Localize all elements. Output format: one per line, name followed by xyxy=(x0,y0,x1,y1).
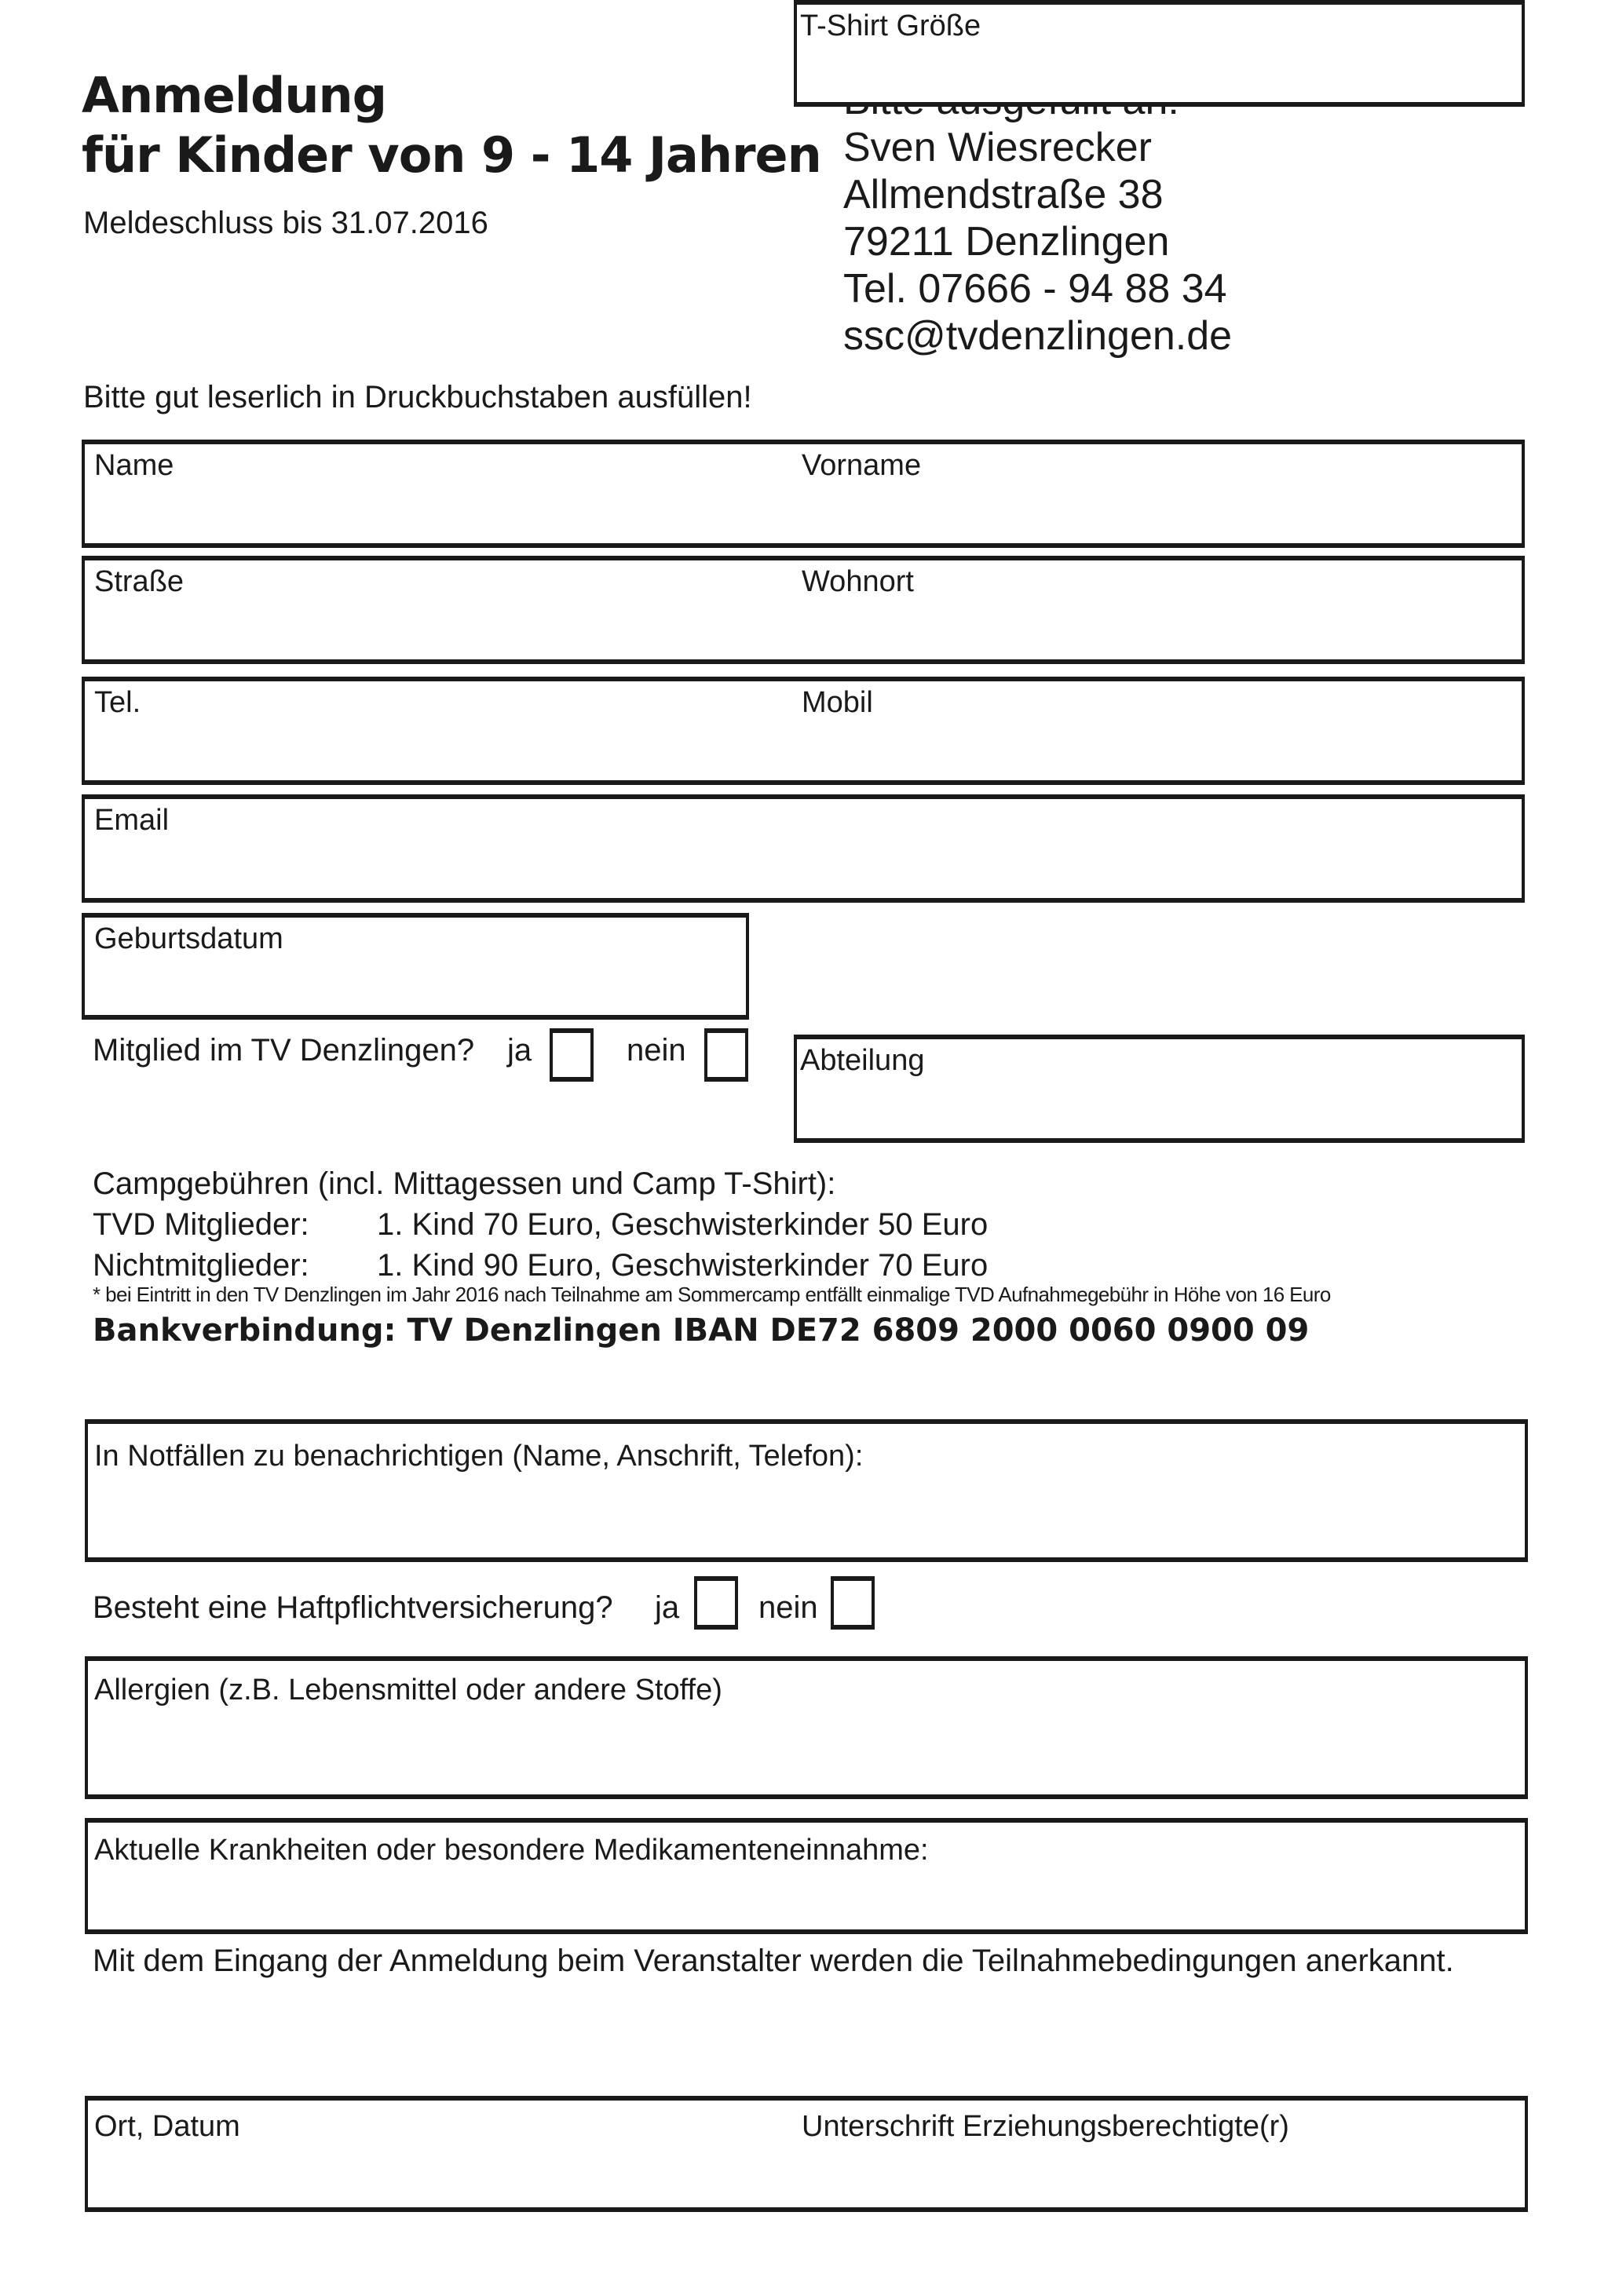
strasse-input[interactable] xyxy=(94,604,791,653)
email-row xyxy=(82,794,1525,903)
fees-members-group: TVD Mitglieder: xyxy=(93,1207,309,1242)
notfall-input[interactable] xyxy=(97,1502,1515,1551)
krankheiten-input[interactable] xyxy=(97,1874,1515,1923)
membership-yes-checkbox[interactable] xyxy=(550,1028,594,1082)
geburtsdatum-input[interactable] xyxy=(94,960,736,1009)
notfall-label: In Notfällen zu benachrichtigen (Name, Anschrift, Telefon): xyxy=(94,1440,864,1473)
membership-question: Mitglied im TV Denzlingen? xyxy=(93,1033,475,1068)
ort-datum-input[interactable] xyxy=(97,2152,795,2201)
krankheiten-label: Aktuelle Krankheiten oder besondere Medikamenteneinnahme: xyxy=(94,1834,929,1867)
title-line-2: für Kinder von 9 - 14 Jahren xyxy=(82,126,821,184)
membership-yes-label: ja xyxy=(507,1033,532,1068)
tshirt-box xyxy=(794,0,1525,107)
address-block xyxy=(843,77,1232,360)
fees-nonmembers-group: Nichtmitglieder: xyxy=(93,1248,309,1283)
notfall-box xyxy=(85,1419,1528,1562)
name-input[interactable] xyxy=(94,488,791,537)
email-label: Email xyxy=(94,804,170,837)
name-label: Name xyxy=(94,449,174,482)
insurance-no-label: nein xyxy=(758,1590,818,1625)
membership-no-checkbox[interactable] xyxy=(704,1028,748,1082)
krankheiten-box xyxy=(85,1818,1528,1934)
unterschrift-label: Unterschrift Erziehungsberechtigte(r) xyxy=(802,2110,1289,2143)
allergien-label: Allergien (z.B. Lebensmittel oder andere Stoffe) xyxy=(94,1674,722,1706)
tel-label: Tel. xyxy=(94,686,141,719)
wohnort-input[interactable] xyxy=(802,604,1512,653)
geburtsdatum-box xyxy=(82,913,749,1020)
insurance-no-checkbox[interactable] xyxy=(831,1576,875,1630)
bank-details: Bankverbindung: TV Denzlingen IBAN DE72 6809 2000 0060 0900 09 xyxy=(93,1312,1310,1349)
vorname-input[interactable] xyxy=(802,488,1512,537)
signature-box xyxy=(85,2096,1528,2212)
insurance-question: Besteht eine Haftpflichtversicherung? xyxy=(93,1590,613,1625)
insurance-yes-checkbox[interactable] xyxy=(694,1576,738,1630)
membership-no-label: nein xyxy=(627,1033,686,1068)
address-city: 79211 Denzlingen xyxy=(843,219,1170,265)
unterschrift-input[interactable] xyxy=(802,2152,1515,2201)
instruction-text: Bitte gut leserlich in Druckbuchstaben ausfüllen! xyxy=(83,380,752,414)
insurance-yes-label: ja xyxy=(655,1590,680,1625)
allergien-input[interactable] xyxy=(97,1739,1515,1788)
tshirt-label: T-Shirt Größe xyxy=(800,9,981,42)
allergien-box xyxy=(85,1656,1528,1799)
abteilung-input[interactable] xyxy=(806,1083,1512,1132)
address-email: ssc@tvdenzlingen.de xyxy=(843,313,1233,359)
name-row xyxy=(82,440,1525,548)
geburtsdatum-label: Geburtsdatum xyxy=(94,922,283,955)
vorname-label: Vorname xyxy=(802,449,922,482)
fees-footnote: * bei Eintritt in den TV Denzlingen im Jahr 2016 nach Teilnahme am Sommercamp entfällt einmalige TVD Aufnahmegebühr in Höhe von 16 Euro xyxy=(93,1283,1331,1306)
address-street: Allmendstraße 38 xyxy=(843,172,1164,217)
phone-row xyxy=(82,677,1525,785)
deadline-text: Meldeschluss bis 31.07.2016 xyxy=(83,206,488,240)
mobil-label: Mobil xyxy=(802,686,873,719)
strasse-label: Straße xyxy=(94,565,185,598)
title-line-1: Anmeldung xyxy=(82,67,387,124)
address-name: Sven Wiesrecker xyxy=(843,125,1152,170)
ort-datum-label: Ort, Datum xyxy=(94,2110,240,2143)
mobil-input[interactable] xyxy=(802,725,1512,774)
tel-input[interactable] xyxy=(94,725,791,774)
address-row xyxy=(82,556,1525,664)
address-phone: Tel. 07666 - 94 88 34 xyxy=(843,266,1227,312)
tshirt-input[interactable] xyxy=(806,47,1512,96)
abteilung-box xyxy=(794,1035,1525,1143)
email-input[interactable] xyxy=(94,843,1512,892)
form-title xyxy=(82,66,821,185)
fees-members-price: 1. Kind 70 Euro, Geschwisterkinder 50 Euro xyxy=(377,1207,989,1242)
fees-heading: Campgebühren (incl. Mittagessen und Camp T-Shirt): xyxy=(93,1166,836,1201)
wohnort-label: Wohnort xyxy=(802,565,914,598)
abteilung-label: Abteilung xyxy=(800,1044,925,1077)
terms-text: Mit dem Eingang der Anmeldung beim Veranstalter werden die Teilnahmebedingungen anerkannt. xyxy=(93,1944,1454,1978)
fees-nonmembers-price: 1. Kind 90 Euro, Geschwisterkinder 70 Euro xyxy=(377,1248,989,1283)
